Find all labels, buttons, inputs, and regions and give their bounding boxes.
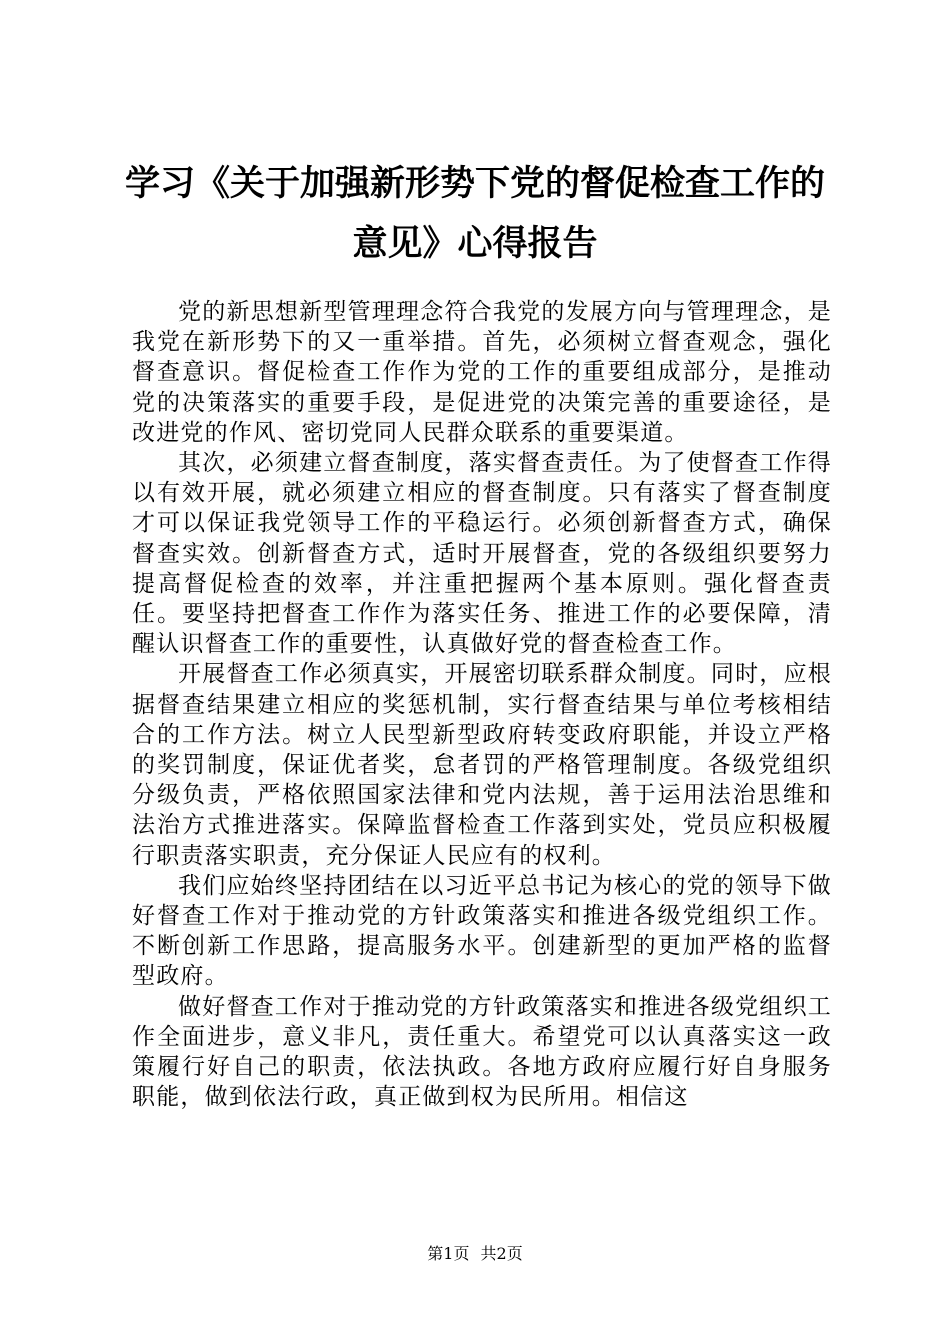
page-number: 第1页 (427, 1244, 470, 1263)
paragraph-5: 做好督查工作对于推动党的方针政策落实和推进各级党组织工作全面进步，意义非凡，责任重大。希望党可以认真落实这一政策履行好自己的职责，依法执政。各地方政府应履行好自身服务职能，做到依法行政，真正做到权为民所用。相信这 (132, 993, 832, 1111)
paragraph-1: 党的新思想新型管理理念符合我党的发展方向与管理理念，是我党在新形势下的又一重举措。首先，必须树立督查观念，强化督查意识。督促检查工作作为党的工作的重要组成部分，是推动党的决策落实的重要手段，是促进党的决策完善的重要途径，是改进党的作风、密切党同人民群众联系的重要渠道。 (132, 299, 832, 446)
document-title-line-1: 学习《关于加强新形势下党的督促检查工作的 (124, 163, 825, 204)
document-title-line-2: 意见》心得报告 (352, 223, 598, 264)
page-footer (0, 1243, 950, 1265)
paragraph-2: 其次，必须建立督查制度，落实督查责任。为了使督查工作得以有效开展，就必须建立相应的督查制度。只有落实了督查制度才可以保证我党领导工作的平稳运行。必须创新督查方式，确保督查实效。创新督查方式，适时开展督查，党的各级组织要努力提高督促检查的效率，并注重把握两个基本原则。强化督查责任。要坚持把督查工作作为落实任务、推进工作的必要保障，清醒认识督查工作的重要性，认真做好党的督查检查工作。 (132, 450, 832, 658)
document-body (132, 297, 832, 1112)
paragraph-4: 我们应始终坚持团结在以习近平总书记为核心的党的领导下做好督查工作对于推动党的方针政策落实和推进各级党组织工作。不断创新工作思路，提高服务水平。创建新型的更加严格的监督型政府。 (132, 872, 832, 990)
paragraph-3: 开展督查工作必须真实，开展密切联系群众制度。同时，应根据督查结果建立相应的奖惩机制，实行督查结果与单位考核相结合的工作方法。树立人民型新型政府转变政府职能，并设立严格的奖罚制度，保证优者奖，怠者罚的严格管理制度。各级党组织分级负责，严格依照国家法律和党内法规，善于运用法治思维和法治方式推进落实。保障监督检查工作落到实处，党员应积极履行职责落实职责，充分保证人民应有的权利。 (132, 661, 832, 869)
page-total: 共2页 (480, 1244, 523, 1263)
